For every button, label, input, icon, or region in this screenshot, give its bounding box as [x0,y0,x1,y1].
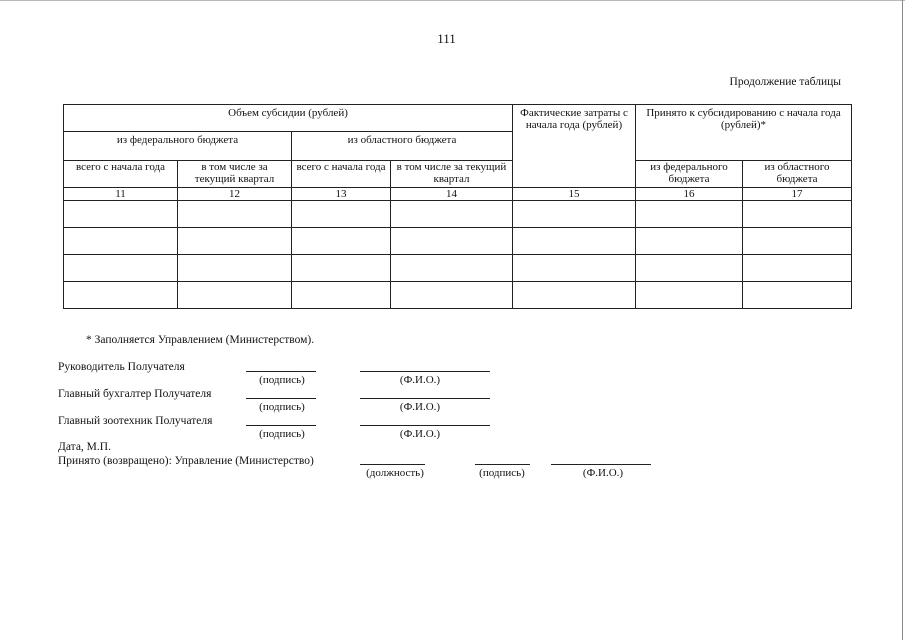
table-cell[interactable] [391,201,513,228]
table-cell[interactable] [513,201,636,228]
header-accepted: Принято к субсидированию с начала года (рублей)* [636,105,852,161]
table-row [64,282,852,309]
name-line[interactable] [360,371,490,372]
name-caption: (Ф.И.О.) [399,374,441,386]
column-number: 17 [743,188,852,201]
column-number: 11 [64,188,178,201]
header-actual-costs: Фактические затраты с начала года (рублей) [513,105,636,188]
date-stamp-label: Дата, М.П. [58,441,111,453]
name-caption: (Ф.И.О.) [399,428,441,440]
page-number: 111 [437,31,456,46]
header-accepted-federal: из федерального бюджета [636,161,743,188]
column-number: 13 [292,188,391,201]
name-caption: (Ф.И.О.) [582,467,624,479]
name-caption: (Ф.И.О.) [399,401,441,413]
table-cell[interactable] [743,255,852,282]
continuation-label: Продолжение таблицы [729,76,841,88]
signature-caption: (подпись) [259,428,305,440]
scan-edge-top [0,0,905,1]
header-subsidy-volume: Объем субсидии (рублей) [64,105,513,132]
name-line[interactable] [551,464,651,465]
signature-line[interactable] [246,398,316,399]
table-cell[interactable] [292,282,391,309]
table-cell[interactable] [64,282,178,309]
table-cell[interactable] [178,282,292,309]
table-cell[interactable] [391,228,513,255]
name-line[interactable] [360,425,490,426]
table-cell[interactable] [513,282,636,309]
signature-caption: (подпись) [259,401,305,413]
table-cell[interactable] [292,228,391,255]
column-number: 15 [513,188,636,201]
signature-line[interactable] [475,464,530,465]
signature-caption: (подпись) [259,374,305,386]
header-current-quarter-1: в том числе за текущий квартал [178,161,292,188]
position-line[interactable] [360,464,425,465]
header-total-year-2: всего с начала года [292,161,391,188]
name-line[interactable] [360,398,490,399]
header-accepted-regional: из областного бюджета [743,161,852,188]
table-cell[interactable] [178,201,292,228]
column-number: 12 [178,188,292,201]
table-cell[interactable] [178,228,292,255]
table-cell[interactable] [743,201,852,228]
table-cell[interactable] [391,282,513,309]
table-cell[interactable] [292,255,391,282]
header-federal-budget: из федерального бюджета [64,132,292,161]
table-cell[interactable] [64,255,178,282]
signature-line[interactable] [246,371,316,372]
scan-edge-right [902,0,903,640]
column-number: 14 [391,188,513,201]
table-cell[interactable] [513,255,636,282]
table-cell[interactable] [636,201,743,228]
header-current-quarter-2: в том числе за текущий квартал [391,161,513,188]
table-cell[interactable] [391,255,513,282]
column-number-row [64,188,852,201]
position-caption: (должность) [366,467,424,479]
returned-label: Принято (возвращено): Управление (Министерство) [58,455,314,467]
table-row [64,201,852,228]
table-cell[interactable] [64,201,178,228]
table-cell[interactable] [743,228,852,255]
table-cell[interactable] [178,255,292,282]
signature-role-accountant: Главный бухгалтер Получателя [58,388,212,400]
footnote: * Заполняется Управлением (Министерством). [86,334,315,346]
table-row [64,228,852,255]
table-row [64,255,852,282]
column-number: 16 [636,188,743,201]
table-cell[interactable] [636,228,743,255]
table-cell[interactable] [636,255,743,282]
signature-role-director: Руководитель Получателя [58,361,185,373]
signature-caption: (подпись) [479,467,525,479]
table-cell[interactable] [292,201,391,228]
signature-role-zootechnician: Главный зоотехник Получателя [58,415,213,427]
table-cell[interactable] [64,228,178,255]
table-cell[interactable] [513,228,636,255]
table-cell[interactable] [636,282,743,309]
header-total-year-1: всего с начала года [64,161,178,188]
table-cell[interactable] [743,282,852,309]
subsidy-table [63,104,852,309]
header-regional-budget: из областного бюджета [292,132,513,161]
signature-line[interactable] [246,425,316,426]
